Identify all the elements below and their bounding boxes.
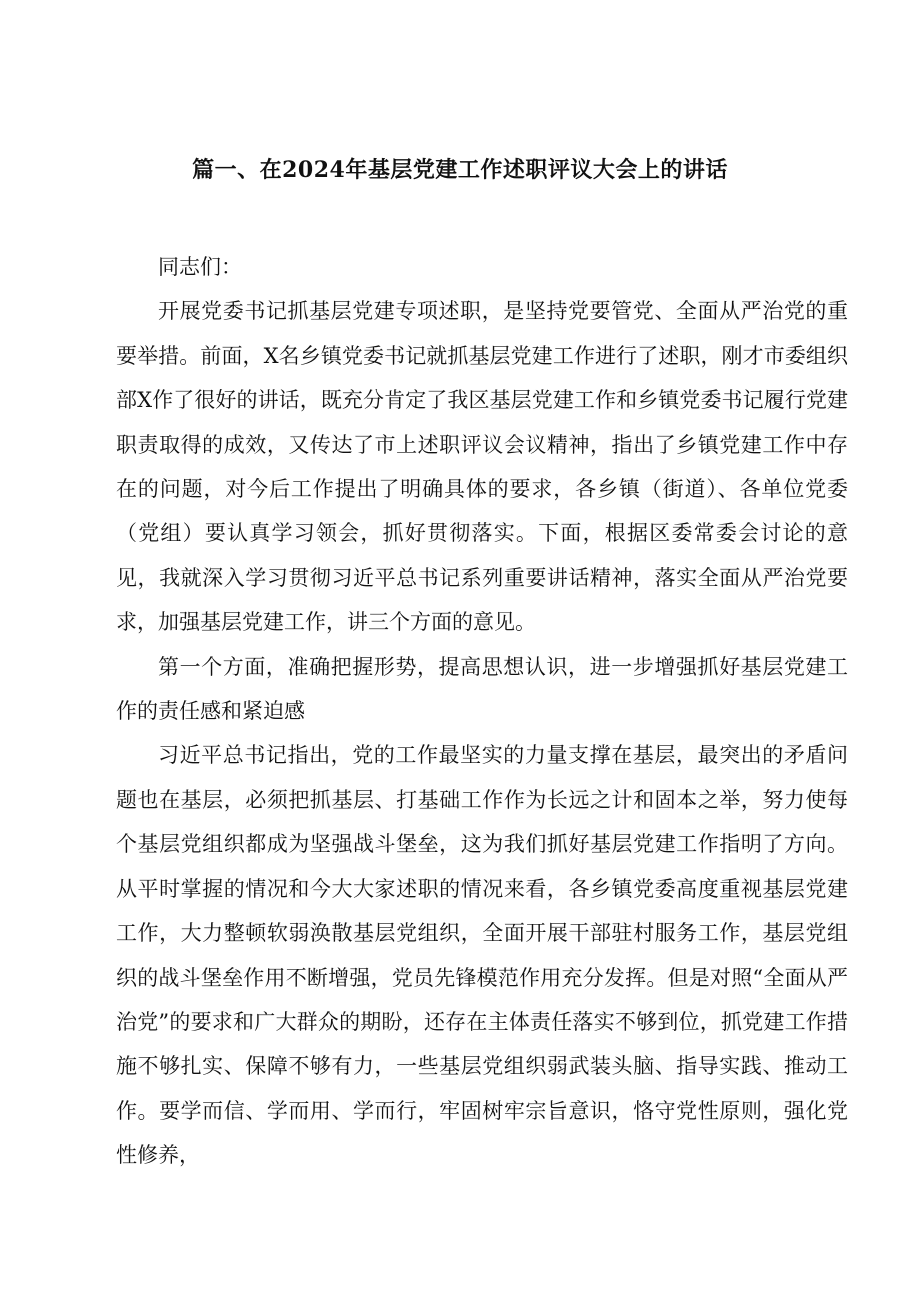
salutation-paragraph: 同志们： [158, 255, 242, 279]
body-paragraph: 习近平总书记指出，党的工作最坚实的力量支撑在基层，最突出的矛盾问题也在基层，必须把抓基层、打基础工作作为长远之计和固本之举，努力使每个基层党组织都成为坚强战斗堡垒，这为我们抓好基层党建工作指明了方向。从平时掌握的情况和今大大家述职的情况来看，各乡镇党委高度重视基层党建工作，大力整顿软弱涣散基层党组织，全面开展干部驻村服务工作，基层党组织的战斗堡垒作用不断增强，党员先锋模范作用充分发挥。但是对照“全面从严治党”的要求和广大群众的期盼，还存在主体责任落实不够到位，抓党建工作措施不够扎实、保障不够有力，一些基层党组织弱武装头脑、指导实践、推动工作。要学而信、学而用、学而行，牢固树牢宗旨意识，恪守党性原则，强化党性修养， [116, 743, 848, 1168]
intro-paragraph: 开展党委书记抓基层党建专项述职，是坚持党要管党、全面从严治党的重要举措。前面，X名乡镇党委书记就抓基层党建工作进行了述职，刚才市委组织部X作了很好的讲话，既充分肯定了我区基层党建工作和乡镇党委书记履行党建职责取得的成效，又传达了市上述职评议会议精神，指出了乡镇党建工作中存在的问题，对今后工作提出了明确具体的要求，各乡镇（街道）、各单位党委（党组）要认真学习领会，抓好贯彻落实。下面，根据区委常委会讨论的意见，我就深入学习贯彻习近平总书记系列重要讲话精神，落实全面从严治党要求，加强基层党建工作，讲三个方面的意见。 [116, 299, 848, 635]
document-body [116, 245, 848, 1178]
section-heading-paragraph: 第一个方面，准确把握形势，提高思想认识，进一步增强抓好基层党建工作的责任感和紧迫感 [116, 654, 848, 724]
document-title: 篇一、在2024年基层党建工作述职评议大会上的讲话 [192, 157, 728, 183]
